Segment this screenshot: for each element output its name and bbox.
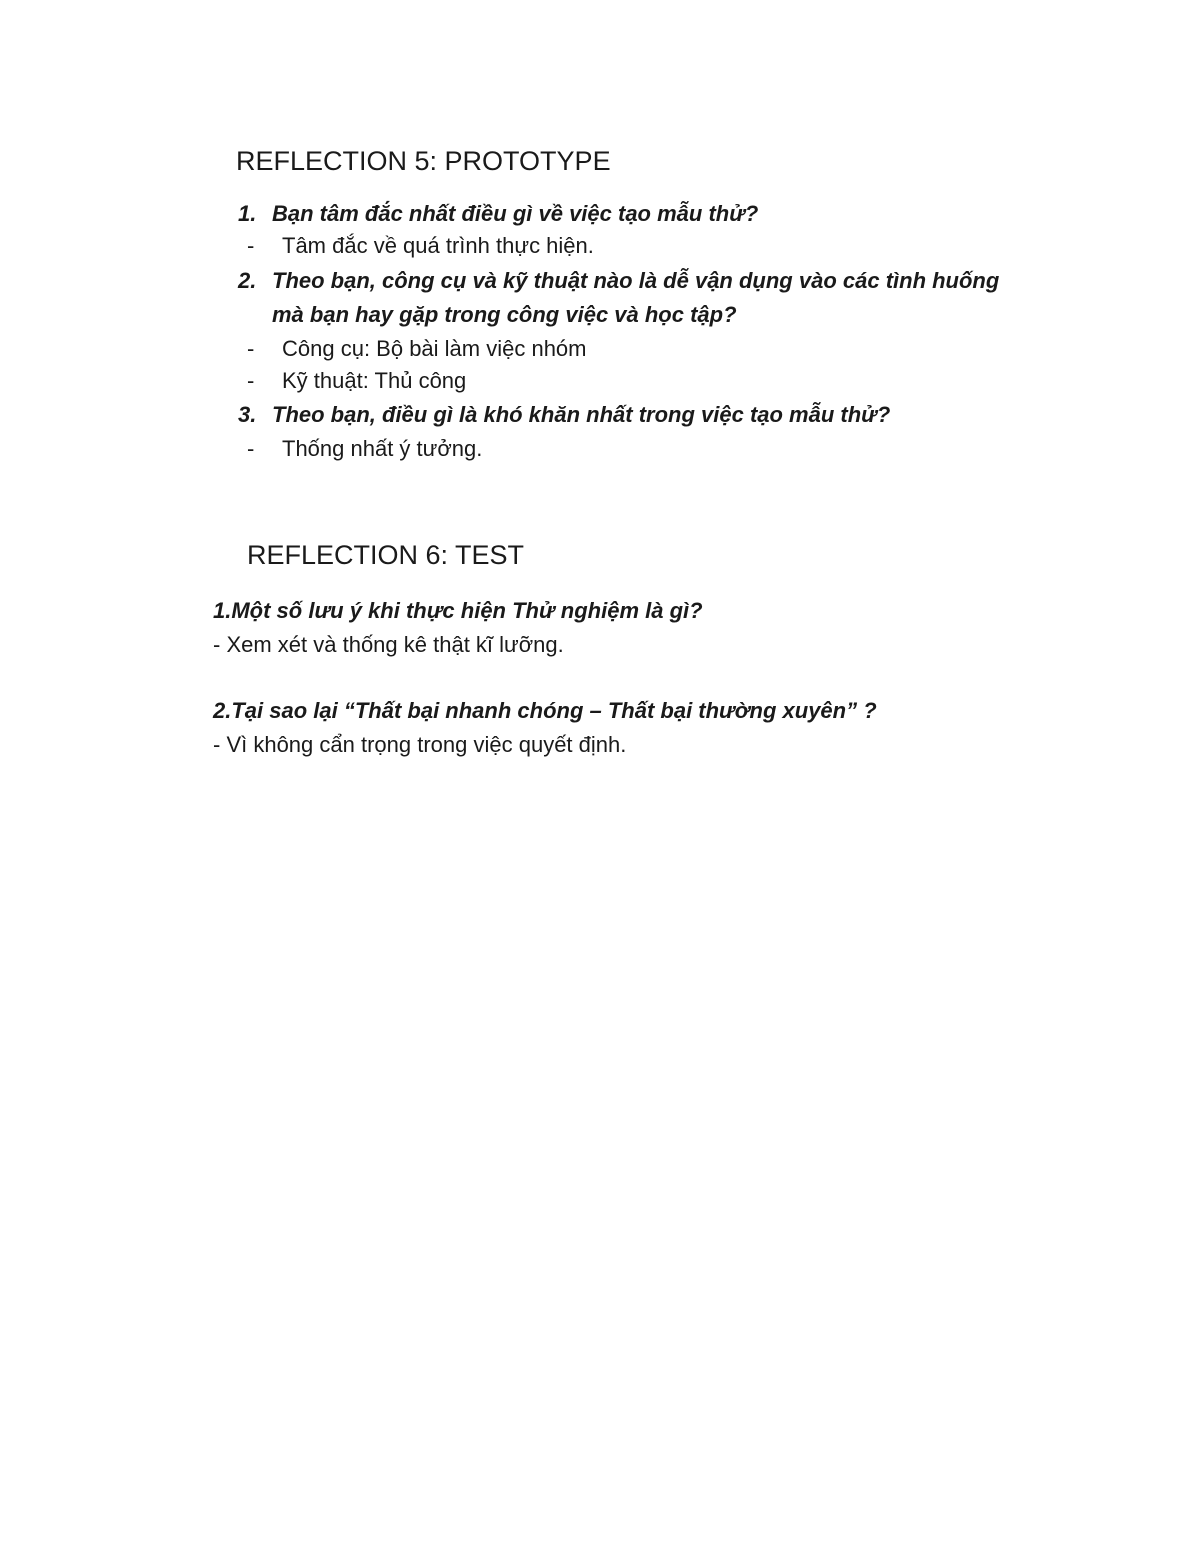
r5-q3-answer: Thống nhất ý tưởng.: [282, 436, 483, 461]
r5-q2-text-line1: Theo bạn, công cụ và kỹ thuật nào là dễ vận dụng vào các tình huống: [272, 268, 1000, 293]
r5-q1-text: Bạn tâm đắc nhất điều gì về việc tạo mẫu thử?: [272, 201, 759, 226]
r5-q3-answer-dash: -: [247, 436, 255, 461]
r5-q2-text-line2: mà bạn hay gặp trong công việc và học tập?: [272, 302, 737, 327]
r5-q1-answer: Tâm đắc về quá trình thực hiện.: [282, 233, 594, 258]
r6-q2-answer: - Vì không cẩn trọng trong việc quyết định.: [213, 732, 627, 757]
reflection6-title: REFLECTION 6: TEST: [247, 540, 525, 570]
r5-q1-answer-dash: -: [247, 233, 255, 258]
r5-q2-answer1-dash: -: [247, 336, 255, 361]
r5-q2-answer2-dash: -: [247, 368, 255, 393]
r5-q1-number: 1.: [238, 201, 257, 226]
r5-q3-text: Theo bạn, điều gì là khó khăn nhất trong việc tạo mẫu thử?: [272, 402, 891, 427]
r6-q2-text: 2.Tại sao lại “Thất bại nhanh chóng – Thất bại thường xuyên” ?: [213, 698, 877, 723]
r6-q1-answer: - Xem xét và thống kê thật kĩ lưỡng.: [213, 632, 564, 657]
r6-q1-text: 1.Một số lưu ý khi thực hiện Thử nghiệm là gì?: [213, 598, 703, 623]
r5-q3-number: 3.: [238, 402, 257, 427]
r5-q2-answer1: Công cụ: Bộ bài làm việc nhóm: [282, 336, 587, 361]
r5-q2-answer2: Kỹ thuật: Thủ công: [282, 368, 467, 393]
r5-q2-number: 2.: [238, 268, 257, 293]
reflection5-title: REFLECTION 5: PROTOTYPE: [236, 146, 611, 176]
